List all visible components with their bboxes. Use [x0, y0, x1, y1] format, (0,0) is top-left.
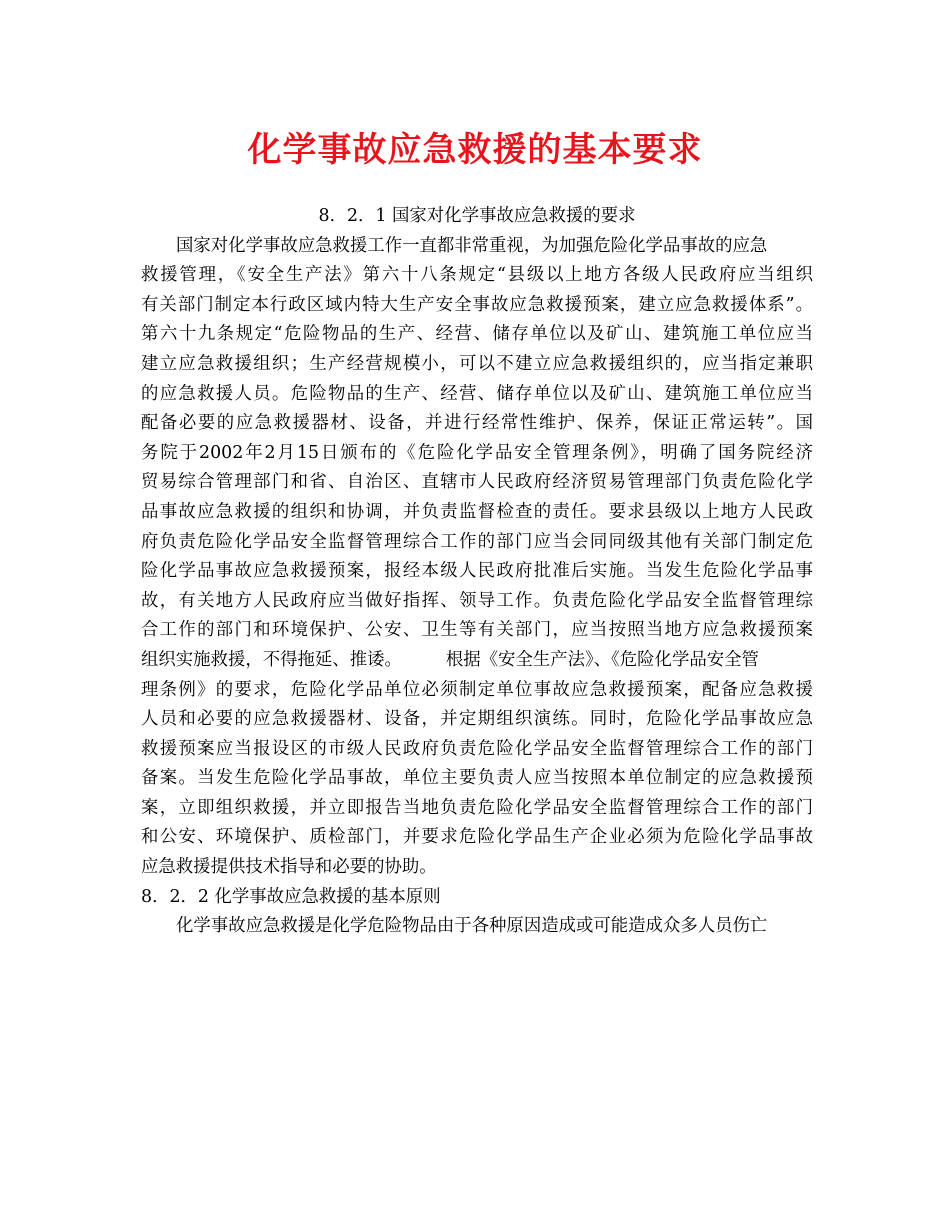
paragraph-line: 案，立即组织救援，并立即报告当地负责危险化学品安全监督管理综合工作的部门 — [141, 797, 813, 818]
document-body — [141, 202, 813, 942]
paragraph-line: 救援管理，《安全生产法》第六十八条规定“县级以上地方各级人民政府应当组织 — [141, 265, 813, 286]
paragraph-line: 有关部门制定本行政区域内特大生产安全事故应急救援预案，建立应急救援体系”。 — [141, 294, 813, 315]
paragraph-line-split — [141, 646, 813, 676]
paragraph-line: 配备必要的应急救援器材、设备，并进行经常性维护、保养，保证正常运转”。国 — [141, 413, 813, 434]
paragraph-line: 和公安、环境保护、质检部门，并要求危险化学品生产企业必须为危险化学品事故 — [141, 827, 813, 848]
paragraph-start-segment: 根据《安全生产法》、《危险化学品安全管 — [445, 649, 759, 670]
paragraph-line: 府负责危险化学品安全监督管理综合工作的部门应当会同同级其他有关部门制定危 — [141, 531, 813, 552]
paragraph-line: 故，有关地方人民政府应当做好指挥、领导工作。负责危险化学品安全监督管理综 — [141, 590, 813, 611]
paragraph-line: 国家对化学事故应急救援工作一直都非常重视，为加强危险化学品事故的应急 — [176, 235, 768, 256]
document-title: 化学事故应急救援的基本要求 — [247, 130, 703, 170]
section-heading-8-2-2: 8．2．2 化学事故应急救援的基本原则 — [141, 886, 441, 907]
paragraph-line: 第六十九条规定“危险物品的生产、经营、储存单位以及矿山、建筑施工单位应当 — [141, 324, 813, 345]
paragraph-line: 人员和必要的应急救援器材、设备，并定期组织演练。同时，危险化学品事故应急 — [141, 709, 813, 730]
paragraph-end-segment: 组织实施救援，不得拖延、推诿。 — [141, 649, 402, 670]
paragraph-line: 贸易综合管理部门和省、自治区、直辖市人民政府经济贸易管理部门负责危险化学 — [141, 472, 813, 493]
section-heading-8-2-1: 8．2．1 国家对化学事故应急救援的要求 — [318, 206, 636, 226]
paragraph-line: 险化学品事故应急救援预案，报经本级人民政府批准后实施。当发生危险化学品事 — [141, 561, 813, 582]
paragraph-line: 务院于2002年2月15日颁布的《危险化学品安全管理条例》，明确了国务院经济 — [141, 442, 813, 463]
paragraph-line: 建立应急救援组织；生产经营规模小，可以不建立应急救援组织的，应当指定兼职 — [141, 353, 813, 374]
paragraph-line: 的应急救援人员。危险物品的生产、经营、储存单位以及矿山、建筑施工单位应当 — [141, 383, 813, 404]
paragraph-last-line: 应急救援提供技术指导和必要的协助。 — [141, 857, 437, 878]
paragraph-line: 救援预案应当报设区的市级人民政府负责危险化学品安全监督管理综合工作的部门 — [141, 738, 813, 759]
paragraph-line: 备案。当发生危险化学品事故，单位主要负责人应当按照本单位制定的应急救援预 — [141, 768, 813, 789]
paragraph-line: 化学事故应急救援是化学危险物品由于各种原因造成或可能造成众多人员伤亡 — [176, 916, 768, 937]
paragraph-line: 合工作的部门和环境保护、公安、卫生等有关部门，应当按照当地方应急救援预案 — [141, 620, 813, 641]
paragraph-line: 理条例》的要求，危险化学品单位必须制定单位事故应急救援预案，配备应急救援 — [141, 679, 813, 700]
paragraph-line: 品事故应急救援的组织和协调，并负责监督检查的责任。要求县级以上地方人民政 — [141, 501, 813, 522]
